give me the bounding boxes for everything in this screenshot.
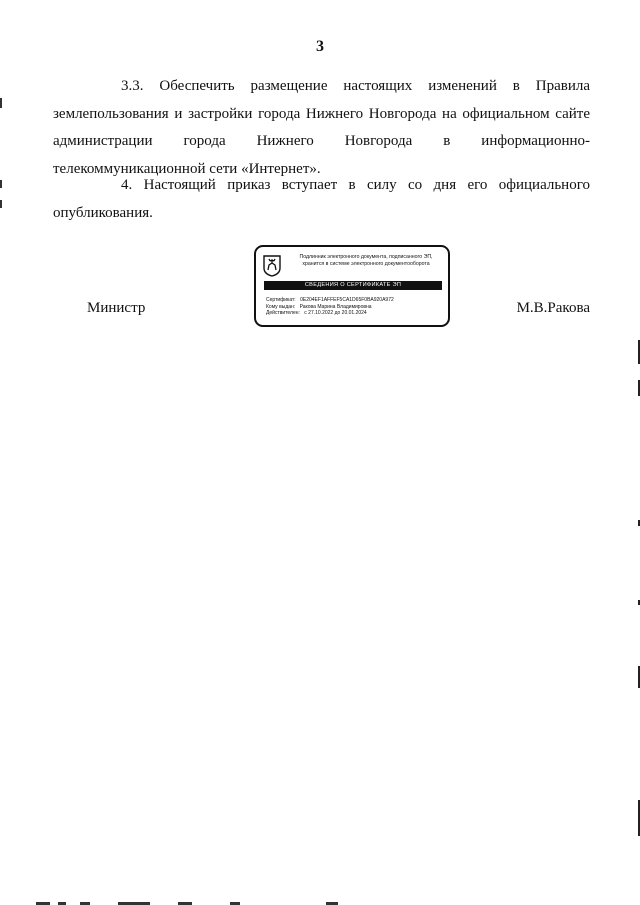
stamp-details: [266, 297, 446, 317]
signer-position: Министр: [87, 300, 146, 316]
paragraph-line: 3.3. Обеспечить размещение настоящих изменений в Правила: [121, 78, 590, 94]
scan-edge-mark: [0, 180, 2, 188]
paragraph-4: [53, 172, 590, 227]
electronic-signature-stamp: [254, 245, 450, 327]
page-number: 3: [316, 38, 324, 55]
issued-to-value: Ракова Марина Владимировна: [299, 303, 372, 310]
certificate-label: Сертификат:: [266, 297, 296, 303]
scan-edge-mark: [0, 200, 2, 208]
paragraph-line: 4. Настоящий приказ вступает в силу со дня его официального: [121, 177, 590, 193]
certificate-value: 0E204EF1AFFEF5CA1D65F0BA920A972: [300, 297, 394, 303]
validity-label: Действителен:: [266, 310, 300, 316]
paragraph-3-3: [53, 73, 590, 183]
scan-bottom-artifacts: [0, 899, 640, 905]
stamp-title-bar: СВЕДЕНИЯ О СЕРТИФИКАТЕ ЭП: [264, 281, 442, 290]
paragraph-line: телекоммуникационной сети «Интернет».: [53, 160, 321, 177]
stamp-header-line: Подлинник электронного документа, подписанного ЭП,: [299, 254, 433, 260]
validity-value: с 27.10.2022 до 20.01.2024: [304, 310, 367, 316]
scan-edge-mark: [0, 98, 2, 108]
issued-to-label: Кому выдан:: [266, 303, 296, 310]
deer-coat-of-arms-icon: [263, 255, 281, 277]
paragraph-line: землепользования и застройки города Нижнего Новгорода на официальном сайте: [53, 105, 590, 122]
stamp-header-line: хранится в системе электронного документооборота: [302, 261, 430, 267]
paragraph-line: опубликования.: [53, 204, 153, 221]
paragraph-line: администрации города Нижнего Новгорода в информационно-: [53, 133, 590, 149]
validity-row: [266, 310, 446, 317]
signer-name: М.В.Ракова: [516, 300, 590, 316]
stamp-header: [284, 254, 448, 268]
